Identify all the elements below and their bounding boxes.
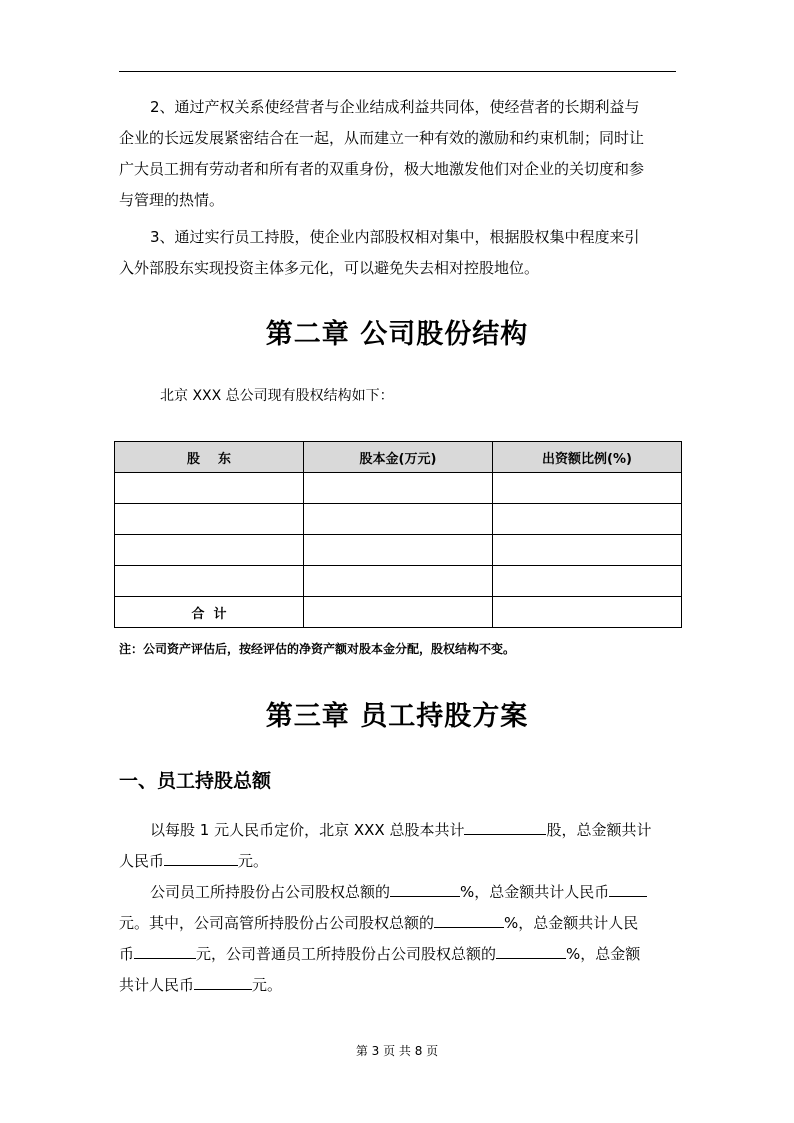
paragraph-share-allocation: [119, 877, 679, 1001]
text-segment: 元，公司普通员工所持股份占公司股权总额的: [196, 945, 497, 963]
paragraph-2-line: 企业的长远发展紧密结合在一起，从而建立一种有效的激励和约束机制；同时让: [119, 129, 645, 147]
table-cell: [493, 535, 682, 566]
table-cell: [304, 535, 493, 566]
share-structure-table: [114, 441, 682, 628]
text-segment: 人民币: [119, 852, 165, 870]
table-header-row: [115, 442, 682, 473]
paragraph-2-line: 2、通过产权关系使经营者与企业结成利益共同体，使经营者的长期利益与: [150, 98, 640, 116]
staff-amount-blank: [194, 971, 252, 990]
paragraph-3-line: 入外部股东实现投资主体多元化，可以避免失去相对控股地位。: [119, 259, 540, 277]
table-cell: [493, 504, 682, 535]
header-rule: [119, 71, 676, 72]
table-cell: [493, 597, 682, 628]
table-row: [115, 535, 682, 566]
executive-percent-blank: [434, 909, 504, 928]
table-row: [115, 566, 682, 597]
table-cell: [304, 597, 493, 628]
staff-percent-blank: [496, 940, 566, 959]
table-cell: [115, 535, 304, 566]
text-segment: %，总金额共计人民币: [460, 883, 610, 901]
structure-intro: 北京 XXX 总公司现有股权结构如下：: [160, 388, 394, 404]
employee-percent-blank: [390, 878, 460, 897]
share-count-blank: [464, 816, 546, 835]
paragraph-line: [119, 908, 679, 939]
section-1-title: 一、员工持股总额: [119, 770, 272, 792]
total-label: 合 计: [115, 597, 304, 628]
text-segment: %，总金: [566, 945, 626, 963]
text-segment: 币: [119, 945, 135, 963]
paragraph-2-line: 广大员工拥有劳动者和所有者的双重身份，极大地激发他们对企业的关切度和参: [119, 160, 645, 178]
paragraph-line: [119, 939, 679, 970]
table-row: [115, 473, 682, 504]
header-capital: 股本金(万元): [304, 442, 493, 473]
table-cell: [493, 566, 682, 597]
paragraph-2-line: 与管理的热情。: [119, 191, 225, 209]
table-cell: [115, 566, 304, 597]
header-ratio: 出资额比例(%): [493, 442, 682, 473]
text-segment: 共计人民币: [119, 976, 195, 994]
header-shareholder: 股 东: [115, 442, 304, 473]
paragraph-2: [119, 92, 679, 216]
employee-amount-blank: [609, 878, 647, 897]
paragraph-line: [119, 877, 679, 908]
table-cell: [304, 504, 493, 535]
text-segment: 以每股 1 元人民币定价，北京 XXX 总股本共计: [150, 821, 465, 839]
table-cell: [115, 473, 304, 504]
text-segment: 元。其中，公司高管所持股份占公司股权总额的: [119, 914, 435, 932]
table-note: 注：公司资产评估后，按经评估的净资产额对股本金分配，股权结构不变。: [119, 642, 516, 656]
text-segment: 额: [625, 945, 641, 963]
chapter-3-title: 第三章 员工持股方案: [265, 701, 529, 732]
text-segment: 元。: [238, 852, 269, 870]
text-segment: %，总金额共计人民: [504, 914, 639, 932]
paragraph-3: [119, 222, 679, 284]
page-footer: 第 3 页 共 8 页: [355, 1044, 439, 1058]
table-cell: [304, 473, 493, 504]
paragraph-share-total: [119, 815, 679, 877]
table-cell: [493, 473, 682, 504]
executive-amount-blank: [134, 940, 196, 959]
table-cell: [115, 504, 304, 535]
text-segment: 公司员工所持股份占公司股权总额的: [150, 883, 391, 901]
paragraph-line: [119, 970, 679, 1001]
table-row: [115, 504, 682, 535]
paragraph-line: [119, 815, 679, 846]
table-cell: [304, 566, 493, 597]
table-total-row: [115, 597, 682, 628]
paragraph-line: [119, 846, 679, 877]
paragraph-3-line: 3、通过实行员工持股，使企业内部股权相对集中，根据股权集中程度来引: [150, 228, 640, 246]
text-segment: 股，总金额共计: [546, 821, 652, 839]
total-amount-blank: [164, 847, 238, 866]
chapter-2-title: 第二章 公司股份结构: [265, 319, 529, 350]
text-segment: 元。: [252, 976, 283, 994]
